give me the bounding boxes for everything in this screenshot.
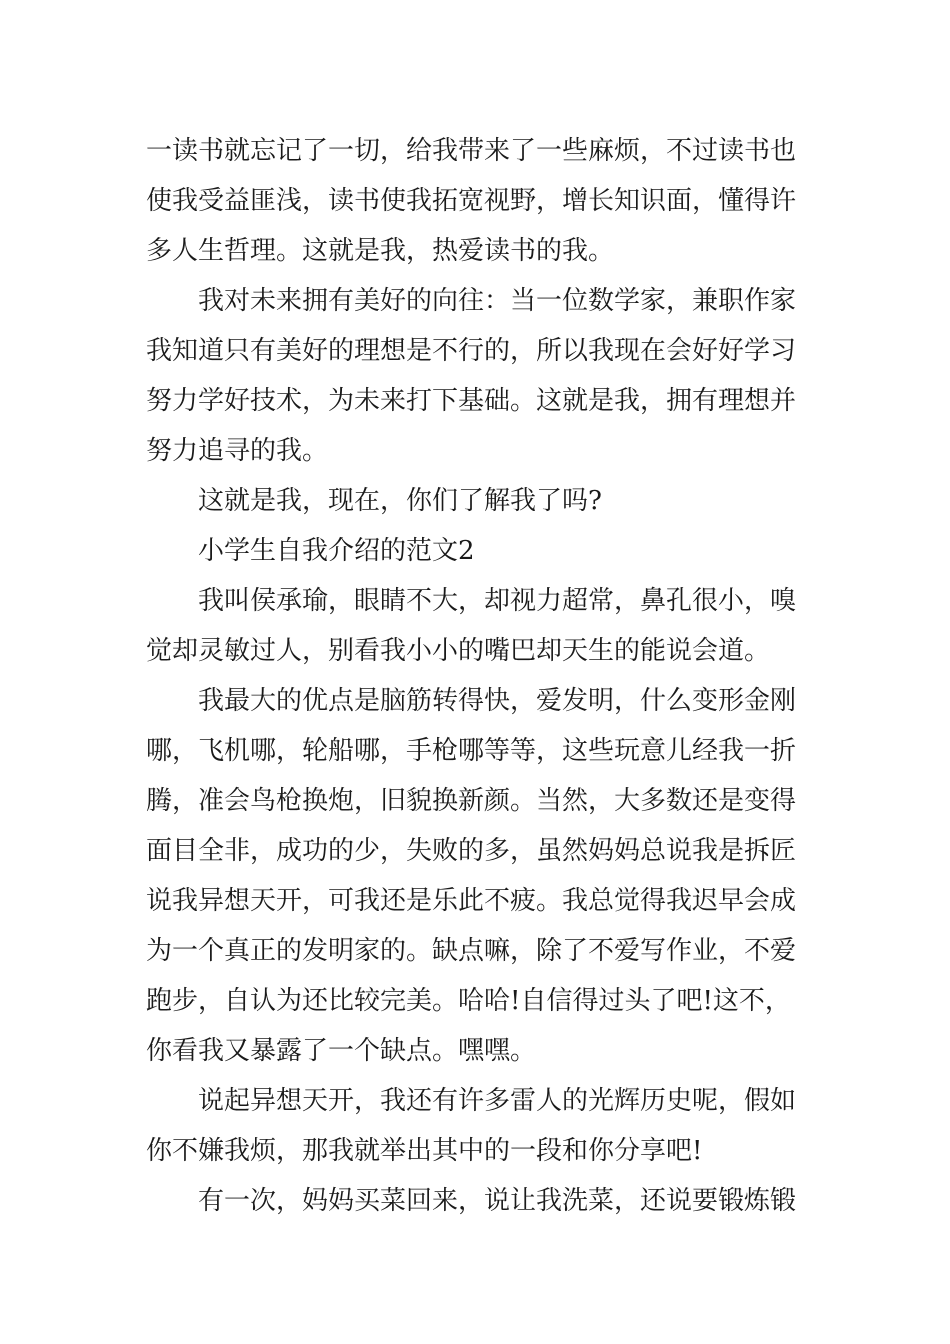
paragraph-start-line: 这就是我，现在，你们了解我了吗? [198,486,602,516]
text-line: 觉却灵敏过人，别看我小小的嘴巴却天生的能说会道。 [146,636,771,666]
text-line: 说我异想天开，可我还是乐此不疲。我总觉得我迟早会成 [146,886,797,916]
text-line: 努力追寻的我。 [146,436,329,466]
text-line: 面目全非，成功的少，失败的多，虽然妈妈总说我是拆匠 [146,836,797,866]
paragraph-start-line: 说起异想天开，我还有许多雷人的光辉历史呢，假如 [198,1086,797,1116]
paragraph-start-line: 我对未来拥有美好的向往：当一位数学家，兼职作家 [198,286,797,316]
text-line: 我知道只有美好的理想是不行的，所以我现在会好好学习 [146,336,797,366]
text-line: 哪，飞机哪，轮船哪，手枪哪等等，这些玩意儿经我一折 [146,736,797,766]
text-line: 使我受益匪浅，读书使我拓宽视野，增长知识面，懂得许 [146,186,797,216]
document-body [146,126,816,1226]
section-heading: 小学生自我介绍的范文2 [198,536,475,566]
text-line: 努力学好技术，为未来打下基础。这就是我，拥有理想并 [146,386,797,416]
text-line: 一读书就忘记了一切，给我带来了一些麻烦，不过读书也 [146,136,797,166]
text-line: 多人生哲理。这就是我，热爱读书的我。 [146,236,615,266]
text-line: 你看我又暴露了一个缺点。嘿嘿。 [146,1036,537,1066]
paragraph-start-line: 我叫侯承瑜，眼睛不大，却视力超常，鼻孔很小，嗅 [198,586,797,616]
text-line: 为一个真正的发明家的。缺点嘛，除了不爱写作业，不爱 [146,936,797,966]
paragraph-start-line: 有一次，妈妈买菜回来，说让我洗菜，还说要锻炼锻 [198,1186,797,1216]
text-line: 跑步，自认为还比较完美。哈哈!自信得过头了吧!这不， [146,986,791,1016]
text-line: 腾，准会鸟枪换炮，旧貌换新颜。当然，大多数还是变得 [146,786,797,816]
text-line: 你不嫌我烦，那我就举出其中的一段和你分享吧! [146,1136,703,1166]
paragraph-start-line: 我最大的优点是脑筋转得快，爱发明，什么变形金刚 [198,686,797,716]
